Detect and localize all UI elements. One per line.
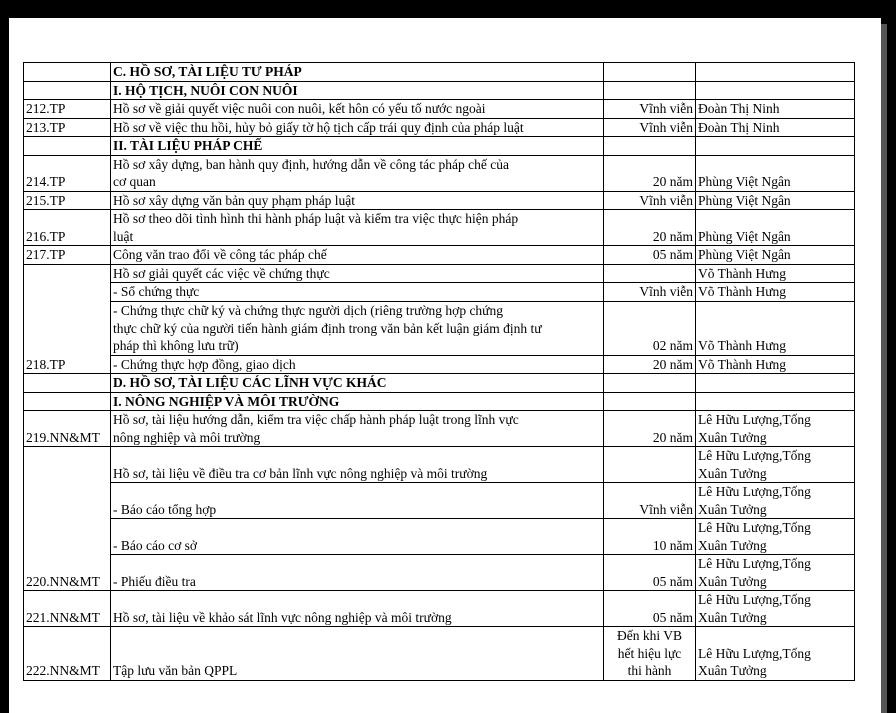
retention-cell [604, 63, 696, 82]
code-cell [24, 137, 111, 156]
table-row [24, 210, 855, 246]
person-cell: Đoàn Thị Ninh [696, 100, 855, 119]
content-cell [111, 155, 604, 191]
person-cell [696, 374, 855, 393]
table-row [24, 100, 855, 119]
person-cell [696, 519, 855, 555]
content-cell: - Sổ chứng thực [111, 283, 604, 302]
person-cell: Phùng Việt Ngân [696, 191, 855, 210]
table-row [24, 555, 855, 591]
retention-cell: 20 năm [604, 411, 696, 447]
content-cell: Hồ sơ, tài liệu về khảo sát lĩnh vực nông nghiệp và môi trường [111, 591, 604, 627]
content-line: - Chứng thực chữ ký và chứng thực người dịch (riêng trường hợp chứng [113, 303, 504, 318]
person-cell [696, 392, 855, 411]
code-cell: 212.TP [24, 100, 111, 119]
person-line: Xuân Tưởng [698, 537, 767, 553]
content-cell: Hồ sơ về việc thu hồi, hủy bỏ giấy tờ hộ tịch cấp trái quy định của pháp luật [111, 118, 604, 137]
person-line: Xuân Tưởng [698, 429, 767, 445]
content-cell: Hồ sơ về giải quyết việc nuôi con nuôi, kết hôn có yếu tố nước ngoài [111, 100, 604, 119]
code-cell: 222.NN&MT [24, 627, 111, 681]
person-line: Lê Hữu Lượng,Tống [698, 592, 811, 607]
code-cell: 220.NN&MT [24, 447, 111, 591]
content-cell: Hồ sơ giải quyết các việc về chứng thực [111, 264, 604, 283]
code-cell: 213.TP [24, 118, 111, 137]
content-line: nông nghiệp và môi trường [113, 429, 261, 445]
table-row [24, 374, 855, 393]
code-cell: 215.TP [24, 191, 111, 210]
table-row [24, 81, 855, 100]
table-row [24, 264, 855, 283]
person-line: Lê Hữu Lượng,Tống [698, 412, 811, 427]
section-heading: D. HỒ SƠ, TÀI LIỆU CÁC LĨNH VỰC KHÁC [111, 374, 604, 393]
person-line: Xuân Tưởng [698, 465, 767, 481]
content-line: luật [113, 228, 134, 244]
table-row [24, 301, 855, 355]
code-cell: 219.NN&MT [24, 411, 111, 447]
person-cell: Phùng Việt Ngân [696, 210, 855, 246]
table-row [24, 118, 855, 137]
retention-cell [604, 392, 696, 411]
content-line: Hồ sơ xây dựng, ban hành quy định, hướng dẫn về công tác pháp chế của [113, 156, 509, 172]
retention-line: thi hành [627, 663, 672, 678]
retention-cell: Vĩnh viễn [604, 191, 696, 210]
code-cell [24, 374, 111, 393]
table-row [24, 191, 855, 210]
retention-cell [604, 137, 696, 156]
retention-cell: 20 năm [604, 155, 696, 191]
content-line: Hồ sơ theo dõi tình hình thi hành pháp luật và kiểm tra việc thực hiện pháp [113, 211, 519, 226]
content-cell: Tập lưu văn bản QPPL [111, 627, 604, 681]
retention-cell [604, 374, 696, 393]
subsection-heading: I. NÔNG NGHIỆP VÀ MÔI TRƯỜNG [111, 392, 604, 411]
table-row [24, 519, 855, 555]
content-line: thực chữ ký của người tiến hành giám định trong văn bản kết luận giám định tư [113, 320, 542, 336]
content-cell [111, 210, 604, 246]
code-cell: 221.NN&MT [24, 591, 111, 627]
code-cell: 217.TP [24, 246, 111, 265]
person-line: Xuân Tưởng [698, 573, 767, 589]
person-cell: Võ Thành Hưng [696, 264, 855, 283]
table-row [24, 392, 855, 411]
person-cell: Phùng Việt Ngân [696, 155, 855, 191]
person-cell: Võ Thành Hưng [696, 355, 855, 374]
code-cell: 218.TP [24, 264, 111, 374]
table-row [24, 63, 855, 82]
retention-cell: Vĩnh viễn [604, 118, 696, 137]
code-cell: 216.TP [24, 210, 111, 246]
page-shadow [881, 24, 887, 713]
person-line: Xuân Tưởng [698, 501, 767, 517]
code-cell: 214.TP [24, 155, 111, 191]
retention-cell: 05 năm [604, 246, 696, 265]
code-cell [24, 81, 111, 100]
table-row [24, 447, 855, 483]
content-cell [111, 301, 604, 355]
person-cell [696, 483, 855, 519]
retention-line: hết hiệu lực [617, 645, 682, 661]
retention-table [23, 62, 855, 681]
retention-cell: Vĩnh viễn [604, 100, 696, 119]
person-cell [696, 591, 855, 627]
content-cell [111, 411, 604, 447]
table-row [24, 483, 855, 519]
table-row [24, 246, 855, 265]
person-cell [696, 81, 855, 100]
person-cell: Võ Thành Hưng [696, 283, 855, 302]
person-line: Lê Hữu Lượng,Tống [698, 645, 811, 661]
content-cell: - Chứng thực hợp đồng, giao dịch [111, 355, 604, 374]
table-row [24, 155, 855, 191]
person-line: Xuân Tưởng [698, 609, 767, 625]
person-cell [696, 137, 855, 156]
table-row [24, 283, 855, 302]
person-line: Lê Hữu Lượng,Tống [698, 520, 811, 535]
retention-cell [604, 447, 696, 483]
section-heading: C. HỒ SƠ, TÀI LIỆU TƯ PHÁP [111, 63, 604, 82]
retention-cell: Vĩnh viễn [604, 483, 696, 519]
person-line: Lê Hữu Lượng,Tống [698, 556, 811, 571]
content-cell: Công văn trao đổi về công tác pháp chế [111, 246, 604, 265]
person-cell [696, 627, 855, 681]
person-cell: Võ Thành Hưng [696, 301, 855, 355]
person-cell [696, 63, 855, 82]
retention-cell: 20 năm [604, 210, 696, 246]
subsection-heading: II. TÀI LIỆU PHÁP CHẾ [111, 137, 604, 156]
content-line: cơ quan [113, 174, 156, 189]
retention-cell: 20 năm [604, 355, 696, 374]
table-row [24, 411, 855, 447]
retention-cell: 05 năm [604, 591, 696, 627]
retention-cell [604, 627, 696, 681]
person-cell [696, 447, 855, 483]
person-cell [696, 411, 855, 447]
retention-cell [604, 264, 696, 283]
retention-cell: 05 năm [604, 555, 696, 591]
person-line: Lê Hữu Lượng,Tống [698, 448, 811, 463]
code-cell [24, 392, 111, 411]
content-cell: - Báo cáo cơ sở [111, 519, 604, 555]
subsection-heading: I. HỘ TỊCH, NUÔI CON NUÔI [111, 81, 604, 100]
code-cell [24, 63, 111, 82]
content-cell: Hồ sơ, tài liệu về điều tra cơ bản lĩnh vực nông nghiệp và môi trường [111, 447, 604, 483]
person-cell: Đoàn Thị Ninh [696, 118, 855, 137]
table-row [24, 591, 855, 627]
person-line: Xuân Tưởng [698, 663, 767, 678]
retention-cell [604, 81, 696, 100]
content-cell: - Báo cáo tổng hợp [111, 483, 604, 519]
person-cell [696, 555, 855, 591]
content-cell: Hồ sơ xây dựng văn bản quy phạm pháp luật [111, 191, 604, 210]
person-line: Lê Hữu Lượng,Tống [698, 484, 811, 499]
retention-cell: 10 năm [604, 519, 696, 555]
content-cell: - Phiếu điều tra [111, 555, 604, 591]
table-row [24, 627, 855, 681]
content-line: Hồ sơ, tài liệu hướng dẫn, kiểm tra việc chấp hành pháp luật trong lĩnh vực [113, 412, 519, 427]
content-line: pháp thì không lưu trữ) [113, 338, 239, 353]
table-row [24, 355, 855, 374]
retention-line: Đến khi VB [616, 628, 682, 643]
retention-cell: 02 năm [604, 301, 696, 355]
person-cell: Phùng Việt Ngân [696, 246, 855, 265]
retention-cell: Vĩnh viễn [604, 283, 696, 302]
table-row [24, 137, 855, 156]
